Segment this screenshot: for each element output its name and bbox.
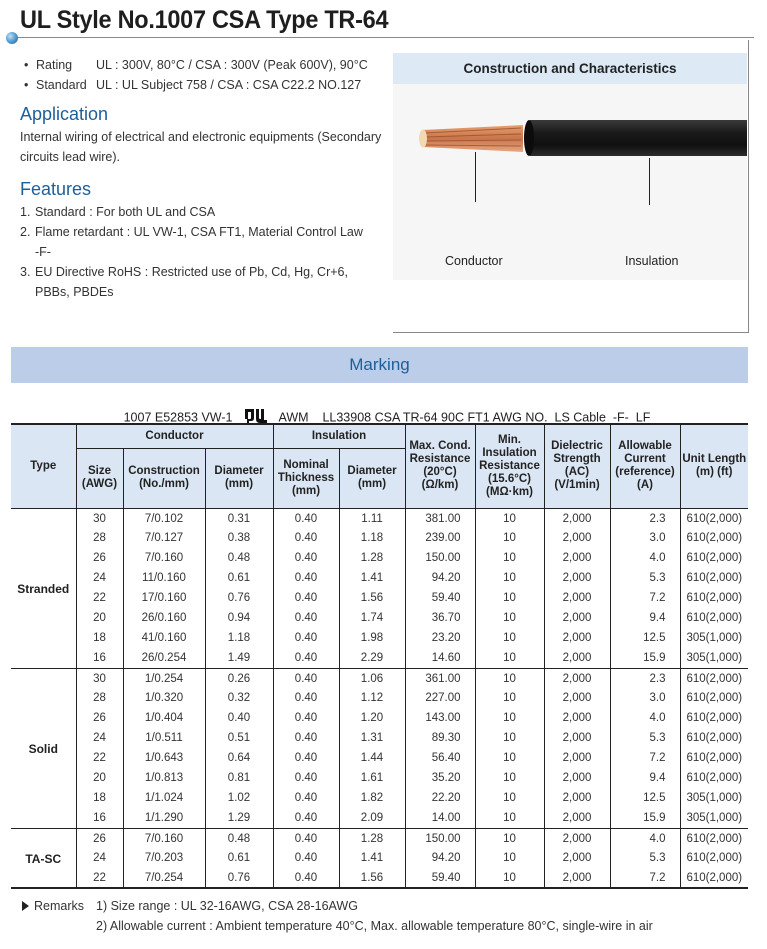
cell-cond-diameter: 1.29 — [205, 808, 273, 828]
cell-max-resistance: 56.40 — [405, 748, 475, 768]
cell-construction: 1/0.320 — [123, 688, 205, 708]
cell-dielectric: 2,000 — [544, 868, 610, 888]
feature-number: 1. — [20, 205, 31, 219]
cell-cond-diameter: 0.32 — [205, 688, 273, 708]
feature-item — [20, 222, 380, 262]
cell-size: 24 — [76, 728, 123, 748]
cell-min-insulation: 10 — [475, 568, 544, 588]
cell-nominal-thickness: 0.40 — [273, 528, 339, 548]
cell-construction: 1/0.254 — [123, 668, 205, 688]
cell-max-resistance: 94.20 — [405, 848, 475, 868]
cable-icon — [393, 84, 747, 280]
cell-nominal-thickness: 0.40 — [273, 628, 339, 648]
cell-unit-length: 610(2,000) — [680, 608, 748, 628]
page-title: UL Style No.1007 CSA Type TR-64 — [20, 6, 389, 34]
table-row — [11, 828, 748, 848]
cell-max-resistance: 239.00 — [405, 528, 475, 548]
table-row — [11, 688, 748, 708]
cell-cond-diameter: 0.38 — [205, 528, 273, 548]
cell-nominal-thickness: 0.40 — [273, 548, 339, 568]
type-cell: Solid — [28, 742, 58, 756]
cell-dielectric: 2,000 — [544, 648, 610, 668]
feature-number: 3. — [20, 265, 31, 279]
cell-max-resistance: 143.00 — [405, 708, 475, 728]
feature-number: 2. — [20, 225, 31, 239]
cell-cond-diameter: 1.18 — [205, 628, 273, 648]
col-nominal-thickness: Nominal Thickness (mm) — [273, 448, 339, 508]
cell-max-resistance: 150.00 — [405, 828, 475, 848]
cell-dielectric: 2,000 — [544, 848, 610, 868]
cell-current: 5.3 — [610, 728, 680, 748]
cell-cond-diameter: 1.49 — [205, 648, 273, 668]
cell-construction: 1/1.290 — [123, 808, 205, 828]
cell-nominal-thickness: 0.40 — [273, 788, 339, 808]
cell-unit-length: 610(2,000) — [680, 748, 748, 768]
cell-min-insulation: 10 — [475, 628, 544, 648]
cell-ins-diameter: 1.11 — [339, 508, 405, 528]
cell-ins-diameter: 1.82 — [339, 788, 405, 808]
col-size: Size (AWG) — [76, 448, 123, 508]
features-heading: Features — [20, 179, 92, 199]
remarks-label — [22, 896, 96, 916]
cell-nominal-thickness: 0.40 — [273, 728, 339, 748]
type-cell: Stranded — [17, 582, 70, 596]
cell-construction: 41/0.160 — [123, 628, 205, 648]
cell-nominal-thickness: 0.40 — [273, 568, 339, 588]
cell-cond-diameter: 0.81 — [205, 768, 273, 788]
cell-min-insulation: 10 — [475, 828, 544, 848]
cell-nominal-thickness: 0.40 — [273, 828, 339, 848]
cell-cond-diameter: 0.51 — [205, 728, 273, 748]
cell-ins-diameter: 1.98 — [339, 628, 405, 648]
col-cond-diameter: Diameter (mm) — [205, 448, 273, 508]
conductor-leader-line — [475, 152, 476, 202]
cell-dielectric: 2,000 — [544, 728, 610, 748]
insulation-label: Insulation — [625, 254, 679, 268]
cell-construction: 1/0.404 — [123, 708, 205, 728]
table-row — [11, 568, 748, 588]
table-row — [11, 608, 748, 628]
table-row — [11, 848, 748, 868]
cell-ins-diameter: 1.28 — [339, 828, 405, 848]
cell-unit-length: 610(2,000) — [680, 508, 748, 528]
cell-current: 4.0 — [610, 828, 680, 848]
cell-max-resistance: 14.60 — [405, 648, 475, 668]
remark-item: 1) Size range : UL 32-16AWG, CSA 28-16AWG — [96, 899, 358, 913]
cell-cond-diameter: 0.61 — [205, 568, 273, 588]
cell-dielectric: 2,000 — [544, 548, 610, 568]
cell-unit-length: 610(2,000) — [680, 568, 748, 588]
insulation-leader-line — [649, 158, 650, 205]
cell-ins-diameter: 1.74 — [339, 608, 405, 628]
col-group-insulation: Insulation — [273, 424, 405, 448]
col-group-conductor: Conductor — [76, 424, 273, 448]
cell-size: 24 — [76, 568, 123, 588]
cell-construction: 7/0.254 — [123, 868, 205, 888]
cell-current: 5.3 — [610, 848, 680, 868]
cell-construction: 1/0.511 — [123, 728, 205, 748]
cell-nominal-thickness: 0.40 — [273, 688, 339, 708]
feature-item — [20, 262, 380, 302]
cell-current: 15.9 — [610, 808, 680, 828]
remark-item: 2) Allowable current : Ambient temperature 40°C, Max. allowable temperature 80°C, single-wire in air — [96, 919, 653, 933]
cell-current: 9.4 — [610, 768, 680, 788]
cell-cond-diameter: 0.40 — [205, 708, 273, 728]
cell-unit-length: 610(2,000) — [680, 868, 748, 888]
cell-construction: 26/0.160 — [123, 608, 205, 628]
cell-ins-diameter: 1.41 — [339, 568, 405, 588]
cell-cond-diameter: 0.26 — [205, 668, 273, 688]
cell-nominal-thickness: 0.40 — [273, 648, 339, 668]
group-solid — [11, 668, 748, 828]
cell-size: 26 — [76, 708, 123, 728]
cell-nominal-thickness: 0.40 — [273, 608, 339, 628]
spec-value: UL : 300V, 80°C / CSA : 300V (Peak 600V), 90°C — [96, 58, 368, 72]
cell-size: 22 — [76, 588, 123, 608]
feature-text: Flame retardant : UL VW-1, CSA FT1, Material Control Law -F- — [35, 225, 363, 259]
construction-panel — [393, 40, 749, 333]
cell-ins-diameter: 1.20 — [339, 708, 405, 728]
cell-construction: 11/0.160 — [123, 568, 205, 588]
cell-ins-diameter: 2.09 — [339, 808, 405, 828]
marking-heading: Marking — [11, 347, 748, 383]
cell-unit-length: 610(2,000) — [680, 728, 748, 748]
col-type: Type — [11, 424, 76, 508]
cell-size: 30 — [76, 668, 123, 688]
cell-dielectric: 2,000 — [544, 668, 610, 688]
cell-construction: 26/0.254 — [123, 648, 205, 668]
cell-ins-diameter: 1.12 — [339, 688, 405, 708]
cell-size: 20 — [76, 768, 123, 788]
cell-min-insulation: 10 — [475, 748, 544, 768]
cell-max-resistance: 89.30 — [405, 728, 475, 748]
cell-unit-length: 610(2,000) — [680, 528, 748, 548]
bullet-icon: • — [24, 58, 29, 72]
group-stranded — [11, 508, 748, 668]
application-text — [20, 127, 381, 167]
cell-cond-diameter: 0.48 — [205, 828, 273, 848]
cell-max-resistance: 22.20 — [405, 788, 475, 808]
col-max-resistance: Max. Cond. Resistance (20°C) (Ω/km) — [405, 424, 475, 508]
cell-current: 7.2 — [610, 868, 680, 888]
marking-part1: 1007 E52853 VW-1 — [123, 410, 233, 425]
cell-current: 3.0 — [610, 688, 680, 708]
spec-table — [11, 423, 748, 889]
cell-ins-diameter: 1.41 — [339, 848, 405, 868]
cell-min-insulation: 10 — [475, 548, 544, 568]
construction-heading: Construction and Characteristics — [393, 53, 747, 84]
cell-max-resistance: 59.40 — [405, 588, 475, 608]
spec-list — [24, 55, 368, 95]
cell-size: 28 — [76, 528, 123, 548]
cell-max-resistance: 150.00 — [405, 548, 475, 568]
bullet-ball-icon — [6, 32, 18, 44]
cell-ins-diameter: 1.18 — [339, 528, 405, 548]
cell-current: 15.9 — [610, 648, 680, 668]
cell-current: 7.2 — [610, 588, 680, 608]
cell-dielectric: 2,000 — [544, 828, 610, 848]
cell-nominal-thickness: 0.40 — [273, 668, 339, 688]
cell-current: 4.0 — [610, 708, 680, 728]
cell-current: 4.0 — [610, 548, 680, 568]
cell-min-insulation: 10 — [475, 688, 544, 708]
cell-size: 18 — [76, 788, 123, 808]
cell-min-insulation: 10 — [475, 608, 544, 628]
application-text-line: Internal wiring of electrical and electronic equipments (Secondary — [20, 130, 382, 144]
cell-min-insulation: 10 — [475, 848, 544, 868]
cell-dielectric: 2,000 — [544, 528, 610, 548]
col-current: Allowable Current (reference) (A) — [610, 424, 680, 508]
cell-size: 18 — [76, 628, 123, 648]
col-min-insulation: Min. Insulation Resistance (15.6°C) (MΩ·km) — [475, 424, 544, 508]
cell-construction: 1/0.813 — [123, 768, 205, 788]
table-row — [11, 708, 748, 728]
cell-dielectric: 2,000 — [544, 708, 610, 728]
cell-unit-length: 610(2,000) — [680, 828, 748, 848]
cell-cond-diameter: 0.61 — [205, 848, 273, 868]
features-list — [20, 202, 380, 302]
cell-max-resistance: 14.00 — [405, 808, 475, 828]
cell-unit-length: 305(1,000) — [680, 648, 748, 668]
cell-ins-diameter: 1.56 — [339, 588, 405, 608]
cell-current: 12.5 — [610, 628, 680, 648]
cell-ins-diameter: 1.31 — [339, 728, 405, 748]
cell-current: 2.3 — [610, 668, 680, 688]
cell-current: 7.2 — [610, 748, 680, 768]
group-ta-sc — [11, 828, 748, 888]
cell-size: 16 — [76, 648, 123, 668]
cell-dielectric: 2,000 — [544, 748, 610, 768]
cell-construction: 7/0.203 — [123, 848, 205, 868]
cell-nominal-thickness: 0.40 — [273, 508, 339, 528]
cell-min-insulation: 10 — [475, 588, 544, 608]
cell-unit-length: 610(2,000) — [680, 768, 748, 788]
cell-max-resistance: 23.20 — [405, 628, 475, 648]
cell-current: 9.4 — [610, 608, 680, 628]
application-text-line: circuits lead wire). — [20, 150, 121, 164]
table-row — [11, 808, 748, 828]
spec-standard — [24, 75, 368, 95]
cell-ins-diameter: 1.44 — [339, 748, 405, 768]
cell-current: 5.3 — [610, 568, 680, 588]
application-heading: Application — [20, 104, 109, 124]
cell-nominal-thickness: 0.40 — [273, 588, 339, 608]
cell-nominal-thickness: 0.40 — [273, 768, 339, 788]
remark-row — [22, 896, 653, 916]
cell-nominal-thickness: 0.40 — [273, 848, 339, 868]
remarks-label-text: Remarks — [34, 899, 85, 913]
table-row — [11, 508, 748, 528]
cell-construction: 1/1.024 — [123, 788, 205, 808]
cell-size: 16 — [76, 808, 123, 828]
cell-construction: 7/0.102 — [123, 508, 205, 528]
table-row — [11, 528, 748, 548]
table-row — [11, 868, 748, 888]
feature-item — [20, 202, 380, 222]
cell-nominal-thickness: 0.40 — [273, 748, 339, 768]
cell-max-resistance: 227.00 — [405, 688, 475, 708]
spec-rating — [24, 55, 368, 75]
cell-dielectric: 2,000 — [544, 768, 610, 788]
col-unit-length: Unit Length (m) (ft) — [680, 424, 748, 508]
col-dielectric: Dielectric Strength (AC) (V/1min) — [544, 424, 610, 508]
cell-cond-diameter: 0.64 — [205, 748, 273, 768]
cell-unit-length: 610(2,000) — [680, 548, 748, 568]
remarks — [22, 896, 653, 936]
table-row — [11, 628, 748, 648]
cell-current: 2.3 — [610, 508, 680, 528]
cell-max-resistance: 59.40 — [405, 868, 475, 888]
triangle-right-icon — [22, 901, 29, 911]
feature-text: Standard : For both UL and CSA — [35, 205, 216, 219]
cell-unit-length: 610(2,000) — [680, 668, 748, 688]
cell-dielectric: 2,000 — [544, 608, 610, 628]
cell-nominal-thickness: 0.40 — [273, 868, 339, 888]
cell-min-insulation: 10 — [475, 528, 544, 548]
marking-part2: AWM LL33908 CSA TR-64 90C FT1 AWG NO. LS Cable -F- LF — [278, 410, 651, 425]
table-row — [11, 788, 748, 808]
cell-construction: 1/0.643 — [123, 748, 205, 768]
table-row — [11, 748, 748, 768]
cell-dielectric: 2,000 — [544, 628, 610, 648]
cell-current: 3.0 — [610, 528, 680, 548]
cable-illustration — [393, 84, 747, 280]
cell-unit-length: 305(1,000) — [680, 628, 748, 648]
cell-size: 28 — [76, 688, 123, 708]
cell-unit-length: 610(2,000) — [680, 848, 748, 868]
cell-size: 26 — [76, 548, 123, 568]
cell-max-resistance: 361.00 — [405, 668, 475, 688]
spec-value: UL : UL Subject 758 / CSA : CSA C22.2 NO.127 — [96, 78, 362, 92]
cell-max-resistance: 36.70 — [405, 608, 475, 628]
cell-cond-diameter: 0.76 — [205, 868, 273, 888]
bullet-icon: • — [24, 78, 29, 92]
table-row — [11, 588, 748, 608]
cell-max-resistance: 381.00 — [405, 508, 475, 528]
cell-min-insulation: 10 — [475, 788, 544, 808]
table-row — [11, 728, 748, 748]
cell-nominal-thickness: 0.40 — [273, 808, 339, 828]
cell-min-insulation: 10 — [475, 708, 544, 728]
cell-min-insulation: 10 — [475, 808, 544, 828]
table-row — [11, 548, 748, 568]
cell-current: 12.5 — [610, 788, 680, 808]
cell-construction: 7/0.127 — [123, 528, 205, 548]
cell-unit-length: 610(2,000) — [680, 588, 748, 608]
col-ins-diameter: Diameter (mm) — [339, 448, 405, 508]
table-row — [11, 648, 748, 668]
type-cell: TA-SC — [25, 851, 62, 866]
cell-min-insulation: 10 — [475, 648, 544, 668]
cell-construction: 7/0.160 — [123, 828, 205, 848]
col-construction: Construction (No./mm) — [123, 448, 205, 508]
cell-size: 26 — [76, 828, 123, 848]
cell-dielectric: 2,000 — [544, 568, 610, 588]
cell-unit-length: 305(1,000) — [680, 808, 748, 828]
cell-dielectric: 2,000 — [544, 808, 610, 828]
cell-unit-length: 610(2,000) — [680, 708, 748, 728]
cell-dielectric: 2,000 — [544, 688, 610, 708]
cell-size: 22 — [76, 868, 123, 888]
cell-ins-diameter: 1.28 — [339, 548, 405, 568]
cell-size: 22 — [76, 748, 123, 768]
cell-cond-diameter: 0.48 — [205, 548, 273, 568]
cell-ins-diameter: 1.56 — [339, 868, 405, 888]
spec-label: Standard — [36, 78, 87, 92]
cell-construction: 17/0.160 — [123, 588, 205, 608]
cell-cond-diameter: 0.76 — [205, 588, 273, 608]
table-row — [11, 668, 748, 688]
cell-max-resistance: 94.20 — [405, 568, 475, 588]
cell-min-insulation: 10 — [475, 868, 544, 888]
cell-dielectric: 2,000 — [544, 588, 610, 608]
cell-cond-diameter: 0.94 — [205, 608, 273, 628]
cell-nominal-thickness: 0.40 — [273, 708, 339, 728]
cell-dielectric: 2,000 — [544, 508, 610, 528]
cell-size: 30 — [76, 508, 123, 528]
cell-cond-diameter: 1.02 — [205, 788, 273, 808]
remark-spacer — [22, 916, 96, 936]
conductor-label: Conductor — [445, 254, 503, 268]
spec-label: Rating — [36, 58, 73, 72]
title-divider — [14, 37, 754, 38]
table-row — [11, 768, 748, 788]
cell-size: 24 — [76, 848, 123, 868]
cell-min-insulation: 10 — [475, 768, 544, 788]
cell-ins-diameter: 2.29 — [339, 648, 405, 668]
cell-min-insulation: 10 — [475, 508, 544, 528]
cell-max-resistance: 35.20 — [405, 768, 475, 788]
remark-row — [22, 916, 653, 936]
cell-ins-diameter: 1.06 — [339, 668, 405, 688]
feature-text: EU Directive RoHS : Restricted use of Pb, Cd, Hg, Cr+6, PBBs, PBDEs — [35, 265, 348, 299]
cell-cond-diameter: 0.31 — [205, 508, 273, 528]
cell-size: 20 — [76, 608, 123, 628]
cell-unit-length: 610(2,000) — [680, 688, 748, 708]
cell-construction: 7/0.160 — [123, 548, 205, 568]
cell-ins-diameter: 1.61 — [339, 768, 405, 788]
cell-min-insulation: 10 — [475, 728, 544, 748]
cell-min-insulation: 10 — [475, 668, 544, 688]
cell-dielectric: 2,000 — [544, 788, 610, 808]
cell-unit-length: 305(1,000) — [680, 788, 748, 808]
